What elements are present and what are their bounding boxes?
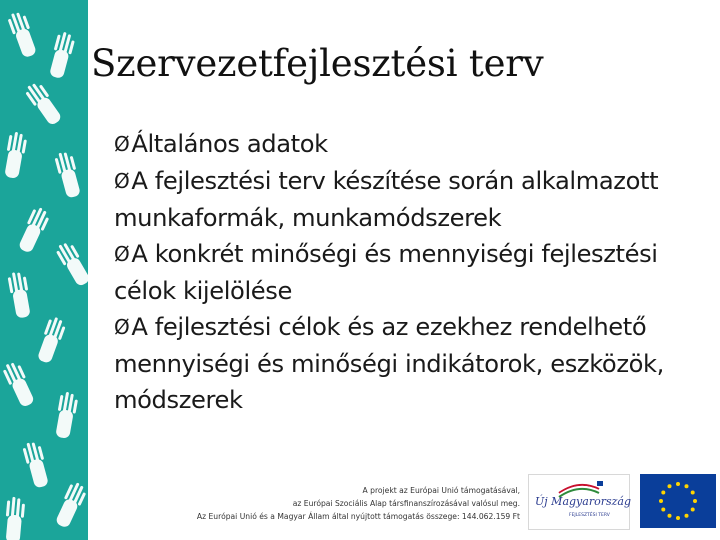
bullet-item — [114, 309, 714, 418]
bullet-text: A fejlesztési terv készítése során alkalmazott munkaformák, munkamódszerek — [114, 167, 659, 232]
uj-magyarorszag-logo — [528, 474, 630, 530]
bullet-item — [114, 163, 714, 236]
funding-line-2: az Európai Szociális Alap társfinanszírozásával valósul meg. — [292, 499, 520, 508]
bullet-item — [114, 126, 714, 163]
slide-title: Szervezetfejlesztési terv — [91, 42, 544, 85]
arrow-bullet-icon: Ø — [114, 242, 130, 266]
funding-line-1: A projekt az Európai Unió támogatásával, — [362, 486, 520, 495]
arrow-bullet-icon: Ø — [114, 315, 130, 339]
logo-subtitle: FEJLESZTÉSI TERV — [569, 513, 610, 518]
bullet-text: A konkrét minőségi és mennyiségi fejlesztési célok kijelölése — [114, 240, 658, 305]
eu-stars-icon — [640, 474, 716, 528]
bullet-item — [114, 236, 714, 309]
raised-hands-icon — [0, 0, 88, 540]
funding-notice — [197, 484, 520, 523]
logo-text: Új Magyarország — [535, 495, 631, 508]
arrow-bullet-icon: Ø — [114, 169, 130, 193]
arrow-bullet-icon: Ø — [114, 132, 130, 156]
eu-flag-icon — [640, 474, 716, 528]
decorative-hands-band — [0, 0, 88, 540]
bullet-list — [114, 126, 714, 418]
bullet-text: Általános adatok — [131, 130, 328, 158]
funding-line-3: Az Európai Unió és a Magyar Állam által nyújtott támogatás összege: 144.062.159 Ft — [196, 512, 520, 521]
bullet-text: A fejlesztési célok és az ezekhez rendelhető mennyiségi és minőségi indikátorok, eszközök, módszerek — [114, 313, 664, 414]
